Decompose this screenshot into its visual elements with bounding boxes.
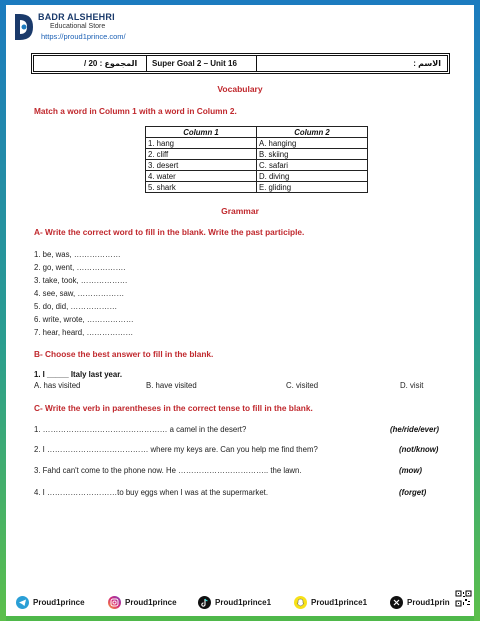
column-2-cell: D. diving (257, 171, 368, 182)
fill-blank-item[interactable]: 1. be, was, ……………… (34, 250, 121, 259)
instagram-handle: Proud1prince (125, 597, 177, 607)
grammar-heading: Grammar (221, 206, 259, 216)
answer-option-d[interactable]: D. visit (400, 381, 424, 390)
table-row (146, 149, 368, 160)
section-c-instruction: C- Write the verb in parentheses in the correct tense to fill in the blank. (34, 403, 313, 413)
header-divider (256, 56, 257, 71)
subject-title: Super Goal 2 – Unit 16 (152, 59, 237, 68)
verb-hint: (not/know) (399, 445, 439, 454)
verb-tense-item[interactable]: 2. I ………………………………… where my keys are. Can you help me find them? (34, 445, 318, 454)
column-2-header: Column 2 (257, 127, 368, 138)
instagram-link[interactable] (108, 592, 177, 612)
column-1-cell: 3. desert (146, 160, 257, 171)
verb-hint: (he/ride/ever) (390, 425, 439, 434)
column-1-cell: 2. cliff (146, 149, 257, 160)
verb-hint: (forget) (399, 488, 427, 497)
fill-blank-item[interactable]: 7. hear, heard, ……………… (34, 328, 134, 337)
social-footer (12, 592, 472, 612)
fill-blank-item[interactable]: 5. do, did, ……………… (34, 302, 118, 311)
worksheet-header (33, 55, 448, 72)
logo-name: BADR ALSHEHRI (38, 12, 115, 22)
snapchat-link[interactable] (294, 592, 367, 612)
x-handle: Proud1prin (407, 597, 450, 607)
verb-hint: (mow) (399, 466, 422, 475)
verb-tense-item[interactable]: 4. I ………………………to buy eggs when I was at the supermarket. (34, 488, 268, 497)
column-1-header: Column 1 (146, 127, 257, 138)
logo-url-link[interactable]: https://proud1prince.com/ (41, 32, 126, 41)
tiktok-icon (198, 596, 211, 609)
table-row (146, 171, 368, 182)
fill-blank-item[interactable]: 6. write, wrote, ……………… (34, 315, 134, 324)
table-header-row (146, 127, 368, 138)
page-border-bottom (0, 616, 480, 621)
answer-option-b[interactable]: B. have visited (146, 381, 197, 390)
table-row (146, 160, 368, 171)
telegram-link[interactable] (16, 592, 85, 612)
table-row (146, 138, 368, 149)
logo-subtitle: Educational Store (50, 23, 106, 30)
column-1-cell: 1. hang (146, 138, 257, 149)
multiple-choice-question: 1. I _____ Italy last year. (34, 370, 122, 379)
matching-table (145, 126, 368, 193)
instagram-icon (108, 596, 121, 609)
verb-tense-item[interactable]: 1. ………………………………………… a camel in the desert? (34, 425, 247, 434)
header-divider (146, 56, 147, 71)
vocabulary-instruction: Match a word in Column 1 with a word in Column 2. (34, 106, 237, 116)
column-1-cell: 5. shark (146, 182, 257, 193)
x-link[interactable] (390, 592, 450, 612)
telegram-handle: Proud1prince (33, 597, 85, 607)
tiktok-handle: Proud1prince1 (215, 597, 272, 607)
column-2-cell: B. skiing (257, 149, 368, 160)
fill-blank-item[interactable]: 4. see, saw, ……………… (34, 289, 125, 298)
section-b-instruction: B- Choose the best answer to fill in the blank. (34, 349, 214, 359)
column-2-cell: C. safari (257, 160, 368, 171)
brand-logo (13, 10, 173, 48)
column-2-cell: A. hanging (257, 138, 368, 149)
snapchat-handle: Proud1prince1 (311, 597, 368, 607)
student-name-label: الاسم : (413, 59, 441, 68)
snapchat-icon (294, 596, 307, 609)
logo-mark-icon (13, 12, 35, 42)
table-row (146, 182, 368, 193)
answer-option-c[interactable]: C. visited (286, 381, 319, 390)
column-1-cell: 4. water (146, 171, 257, 182)
column-2-cell: E. gliding (257, 182, 368, 193)
tiktok-link[interactable] (198, 592, 271, 612)
x-icon (390, 596, 403, 609)
verb-tense-item[interactable]: 3. Fahd can't come to the phone now. He …………………………….. the lawn. (34, 466, 302, 475)
qr-code-icon[interactable] (455, 590, 472, 607)
telegram-icon (16, 596, 29, 609)
page-border-top (0, 0, 480, 5)
total-score-label: المجموع : 20 / (84, 59, 138, 68)
fill-blank-item[interactable]: 3. take, took, ……………… (34, 276, 128, 285)
section-a-instruction: A- Write the correct word to fill in the blank. Write the past participle. (34, 227, 305, 237)
vocabulary-heading: Vocabulary (217, 84, 263, 94)
answer-option-a[interactable]: A. has visited (34, 381, 81, 390)
fill-blank-item[interactable]: 2. go, went, ………………. (34, 263, 126, 272)
